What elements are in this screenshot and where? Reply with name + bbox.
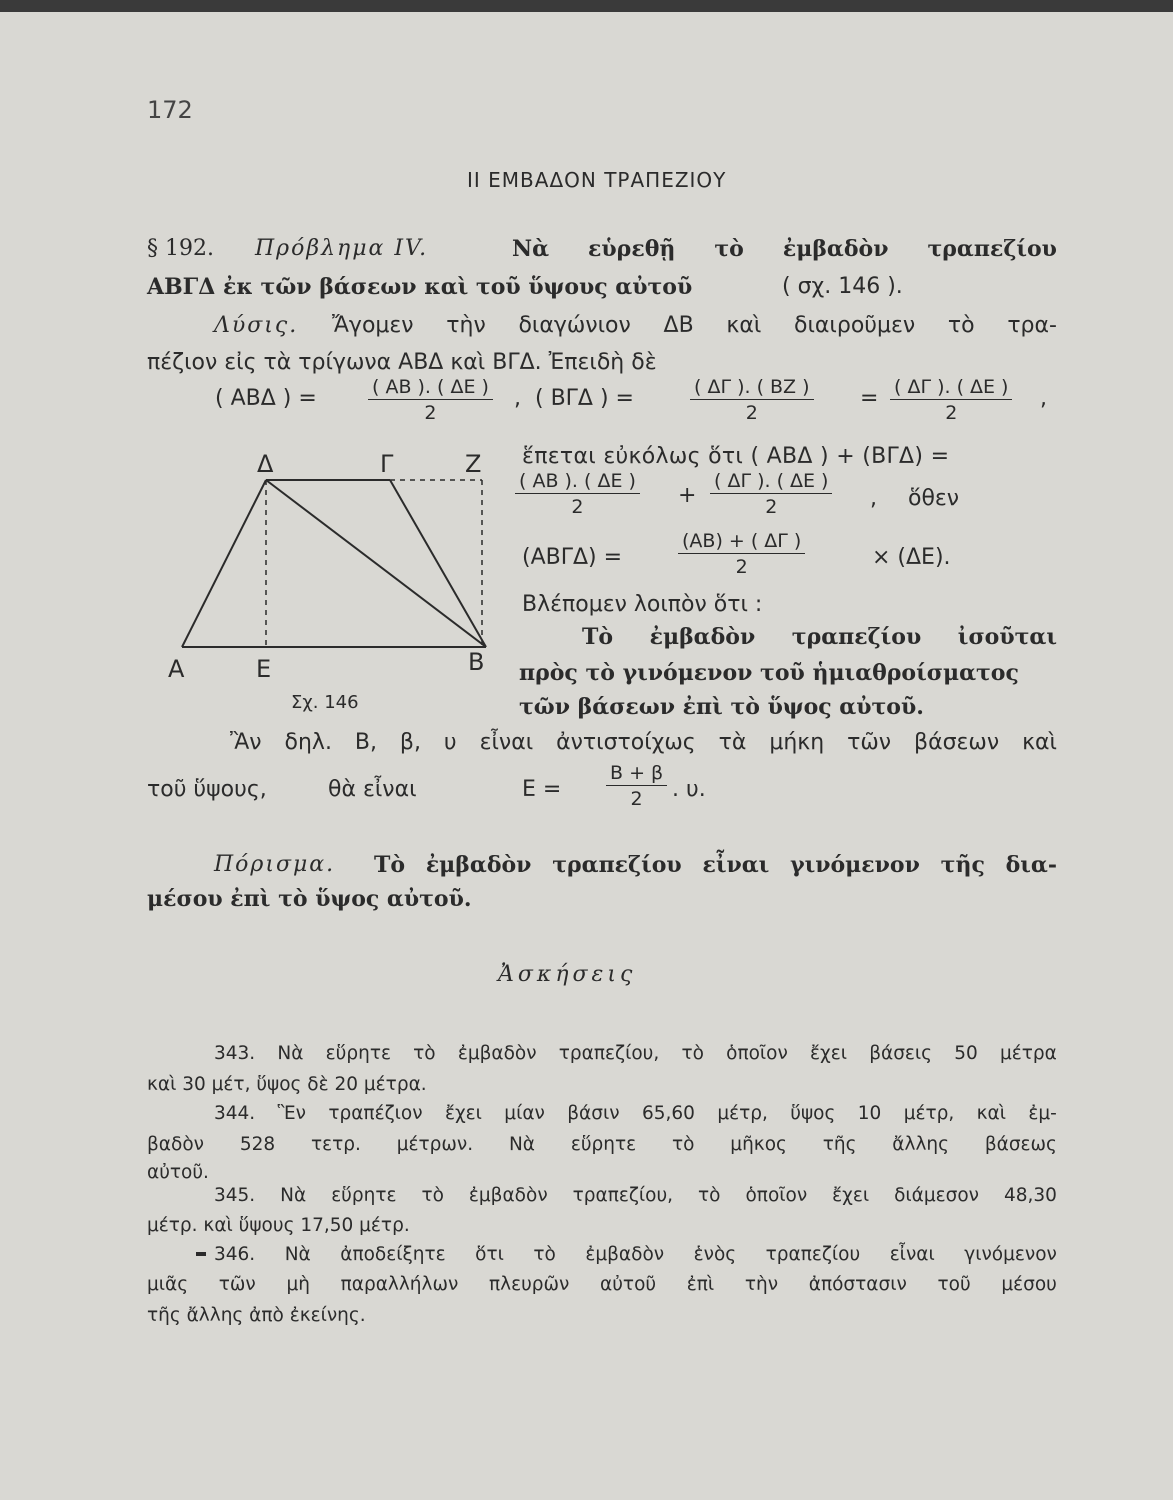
word: ἐμβαδὸν: [782, 236, 889, 262]
word: δια-: [1005, 852, 1057, 878]
word: μέτρ,: [903, 1103, 955, 1124]
word: διάμεσον: [894, 1185, 979, 1206]
sum-numerator-a: ( ΑΒ ). ( ΔΕ ): [515, 470, 640, 494]
word: 344.: [214, 1103, 256, 1124]
word: ἐπὶ: [686, 1274, 715, 1295]
we-see: Βλέπομεν λοιπὸν ὅτι :: [522, 592, 763, 617]
word: βάσιν: [567, 1103, 620, 1124]
word: εἶναι: [479, 730, 534, 755]
word: ἐμβαδὸν: [425, 852, 532, 878]
theorem-line-2: πρὸς τὸ γινόμενον τοῦ ἡμιαθροίσματος: [519, 660, 1019, 686]
e-formula-denominator: 2: [630, 788, 643, 810]
vertex-label-g: Γ: [380, 450, 394, 478]
word: ἔχει: [444, 1103, 482, 1124]
exercise-346-line-3: τῆς ἄλλης ἀπὸ ἐκείνης.: [147, 1305, 366, 1326]
formula-text-line-1: [230, 730, 1057, 755]
word: τὰ: [718, 730, 747, 755]
word: ἰσοῦται: [957, 624, 1057, 650]
word: τραπεζίου,: [558, 1043, 660, 1064]
vertex-label-e: Ε: [256, 655, 272, 683]
e-formula-left: Ε =: [522, 777, 562, 802]
porism-line-1: [374, 852, 1057, 878]
eq2-left: ( ΒΓΔ ) =: [535, 386, 634, 411]
word: Νὰ: [280, 1185, 307, 1206]
word: ΔΒ: [663, 313, 694, 338]
word: β,: [399, 730, 421, 755]
word: Νὰ: [277, 1043, 304, 1064]
solution-label: Λύσις.: [214, 313, 299, 338]
word: Τὸ: [582, 624, 614, 650]
word: Ἄγομεν: [332, 313, 414, 338]
eq2-end: ,: [1040, 386, 1047, 411]
word: ἐμ-: [1028, 1103, 1057, 1124]
exercise-345-line-2: μέτρ. καὶ ὕψους 17,50 μέτρ.: [147, 1215, 410, 1236]
eq2-numerator-a: ( ΔΓ ). ( ΒΖ ): [690, 376, 814, 400]
word: καὶ: [976, 1103, 1006, 1124]
eq2-fraction-b: [890, 376, 1012, 424]
word: μέσου: [1001, 1274, 1057, 1295]
word: 343.: [214, 1043, 256, 1064]
problem-statement-line-2: ΑΒΓΔ ἐκ τῶν βάσεων καὶ τοῦ ὕψους αὐτοῦ: [147, 274, 693, 300]
porism-line-2: μέσου ἐπὶ τὸ ὕψος αὐτοῦ.: [147, 886, 472, 912]
side-gb: [390, 480, 486, 647]
word: εὑρεθῇ: [588, 236, 676, 262]
word: Τὸ: [374, 852, 406, 878]
word: τραπεζίου,: [572, 1185, 674, 1206]
exercise-343-line-2: καὶ 30 μέτ, ὕψος δὲ 20 μέτρα.: [147, 1074, 427, 1095]
exercise-346-line-2: [147, 1274, 1057, 1295]
exercise-343-line-1: [214, 1043, 1057, 1064]
diagonal-db: [266, 480, 486, 647]
word: ἐμβαδὸν: [649, 624, 756, 650]
vertex-label-z: Ζ: [465, 450, 482, 478]
word: μίαν: [504, 1103, 545, 1124]
word: Νὰ: [508, 1134, 535, 1155]
word: τῶν: [847, 730, 892, 755]
word: Ἂν: [230, 730, 262, 755]
exercise-344-line-3: αὐτοῦ.: [147, 1162, 209, 1183]
word: εἶναι: [702, 852, 770, 878]
word: γινόμενον: [964, 1244, 1057, 1265]
word: 50: [954, 1043, 978, 1064]
word: υ: [443, 730, 457, 755]
solution-line-1: [332, 313, 1057, 338]
word: Ἓν: [277, 1103, 306, 1124]
e-formula-right: . υ.: [672, 777, 706, 802]
word: καὶ: [1022, 730, 1057, 755]
word: τὸ: [413, 1043, 436, 1064]
word: τὸ: [947, 313, 975, 338]
word: ἀπόστασιν: [808, 1274, 907, 1295]
word: μιᾶς: [147, 1274, 189, 1295]
sum-numerator-b: ( ΔΓ ). ( ΔΕ ): [710, 470, 832, 494]
area-right: × (ΔΕ).: [872, 545, 951, 570]
trapezoid-figure: [160, 440, 520, 710]
word: τὴν: [446, 313, 486, 338]
word: Β,: [354, 730, 377, 755]
vertex-label-a: Α: [168, 655, 185, 683]
porism-label: Πόρισμα.: [214, 852, 336, 877]
word: διαιροῦμεν: [794, 313, 916, 338]
word: τὸ: [698, 1185, 721, 1206]
exercise-346-marker: [196, 1252, 206, 1256]
exercises-heading: Ἀσκήσεις: [498, 962, 637, 987]
eq1-left: ( ΑΒΔ ) =: [215, 386, 317, 411]
word: 48,30: [1003, 1185, 1057, 1206]
word: 10: [857, 1103, 882, 1124]
word: βάσεις: [869, 1043, 933, 1064]
word: μήκη: [769, 730, 825, 755]
sum-end: ,: [870, 486, 877, 511]
word: τοῦ: [937, 1274, 971, 1295]
word: τὴν: [744, 1274, 779, 1295]
eq2-denominator-a: 2: [745, 402, 758, 424]
word: εἶναι: [889, 1244, 935, 1265]
word: ἐμβαδὸν: [457, 1043, 537, 1064]
word: ἀντιστοίχως: [556, 730, 696, 755]
hothen: ὅθεν: [908, 486, 960, 511]
word: τραπεζίου: [552, 852, 682, 878]
exercise-345-line-1: [214, 1185, 1057, 1206]
sum-plus: +: [678, 483, 697, 508]
problem-number: § 192.: [147, 236, 214, 261]
eq2-equals: =: [860, 386, 879, 411]
page-number: 172: [147, 96, 193, 124]
eq2-fraction-a: [690, 376, 814, 424]
word: ὁποῖον: [726, 1043, 788, 1064]
exercise-344-line-1: [214, 1103, 1057, 1124]
word: αὐτοῦ: [600, 1274, 657, 1295]
word: ἔχει: [810, 1043, 847, 1064]
eq1-denominator: 2: [424, 402, 437, 424]
word: τὸ: [681, 1043, 704, 1064]
word: τὸ: [421, 1185, 444, 1206]
eq1-separator: ,: [514, 386, 521, 411]
eq2-numerator-b: ( ΔΓ ). ( ΔΕ ): [890, 376, 1012, 400]
word: βάσεων: [914, 730, 1000, 755]
theorem-line-3: τῶν βάσεων ἐπὶ τὸ ὕψος αὐτοῦ.: [519, 694, 924, 720]
area-left: (ΑΒΓΔ) =: [522, 545, 623, 570]
word: μὴ: [286, 1274, 310, 1295]
word: μέτρ,: [717, 1103, 768, 1124]
word: ἐμβαδὸν: [468, 1185, 548, 1206]
word: βάσεως: [984, 1134, 1057, 1155]
area-fraction: [678, 530, 805, 578]
word: γινόμενον: [790, 852, 920, 878]
scan-top-border: [0, 0, 1173, 12]
word: 346.: [214, 1244, 256, 1265]
side-ad: [182, 480, 266, 647]
figure-caption: Σχ. 146: [291, 692, 359, 713]
eq2-denominator-b: 2: [945, 402, 958, 424]
word: βαδὸν: [147, 1134, 204, 1155]
vertex-label-d: Δ: [257, 450, 274, 478]
area-denominator: 2: [735, 556, 748, 578]
word: τὸ: [714, 236, 744, 262]
sum-fraction-b: [710, 470, 832, 518]
word: 345.: [214, 1185, 256, 1206]
word: διαγώνιον: [518, 313, 631, 338]
word: τραπεζίου: [791, 624, 922, 650]
word: δηλ.: [284, 730, 332, 755]
word: τραπέζιον: [328, 1103, 423, 1124]
word: τραπεζίου: [927, 236, 1057, 262]
then-line: ἕπεται εὐκόλως ὅτι ( ΑΒΔ ) + (ΒΓΔ) =: [522, 444, 950, 469]
exercise-344-line-2: [147, 1134, 1057, 1155]
formula-text-line-2b: θὰ εἶναι: [328, 777, 417, 802]
word: ἑνὸς: [693, 1244, 737, 1265]
vertex-label-b: Β: [468, 648, 485, 676]
word: Νὰ: [284, 1244, 311, 1265]
word: ὅτι: [475, 1244, 504, 1265]
word: εὕρητε: [331, 1185, 397, 1206]
e-formula-fraction: [606, 762, 667, 810]
word: εὕρητε: [570, 1134, 637, 1155]
word: ἐμβαδὸν: [585, 1244, 665, 1265]
e-formula-numerator: Β + β: [606, 762, 667, 786]
word: ἀποδείξητε: [340, 1244, 446, 1265]
word: μέτρα: [1000, 1043, 1057, 1064]
word: ἄλλης: [892, 1134, 949, 1155]
word: Νὰ: [512, 236, 550, 262]
exercise-346-line-1: [214, 1244, 1057, 1265]
solution-line-2: πέζιον εἰς τὰ τρίγωνα ΑΒΔ καὶ ΒΓΔ. Ἐπειδὴ δὲ: [147, 350, 657, 375]
word: ὕψος: [790, 1103, 836, 1124]
theorem-line-1: [582, 624, 1057, 650]
word: ὁποῖον: [745, 1185, 808, 1206]
problem-label: Πρόβλημα IV.: [255, 236, 429, 261]
sum-fraction-a: [515, 470, 640, 518]
word: παραλλήλων: [340, 1274, 459, 1295]
word: μῆκος: [730, 1134, 787, 1155]
word: 528: [239, 1134, 276, 1155]
word: τετρ.: [310, 1134, 361, 1155]
word: 65,60: [641, 1103, 695, 1124]
section-title: ΙΙ ΕΜΒΑΔΟΝ ΤΡΑΠΕΖΙΟΥ: [467, 168, 727, 192]
formula-text-line-2a: τοῦ ὕψους,: [147, 777, 267, 802]
word: ἔχει: [832, 1185, 870, 1206]
word: τραπεζίου: [765, 1244, 861, 1265]
word: μέτρων.: [396, 1134, 474, 1155]
word: πλευρῶν: [488, 1274, 570, 1295]
word: τὸ: [533, 1244, 556, 1265]
word: τρα-: [1007, 313, 1057, 338]
word: τῆς: [822, 1134, 857, 1155]
sum-denominator-a: 2: [571, 496, 584, 518]
word: καὶ: [726, 313, 762, 338]
word: τὸ: [671, 1134, 695, 1155]
problem-figure-ref: ( σχ. 146 ).: [782, 274, 903, 299]
word: εὕρητε: [325, 1043, 391, 1064]
eq1-fraction: [368, 376, 493, 424]
eq1-numerator: ( ΑΒ ). ( ΔΕ ): [368, 376, 493, 400]
sum-denominator-b: 2: [765, 496, 778, 518]
area-numerator: (ΑΒ) + ( ΔΓ ): [678, 530, 805, 554]
word: τῆς: [940, 852, 985, 878]
word: τῶν: [218, 1274, 256, 1295]
problem-statement-line-1: [512, 236, 1057, 262]
